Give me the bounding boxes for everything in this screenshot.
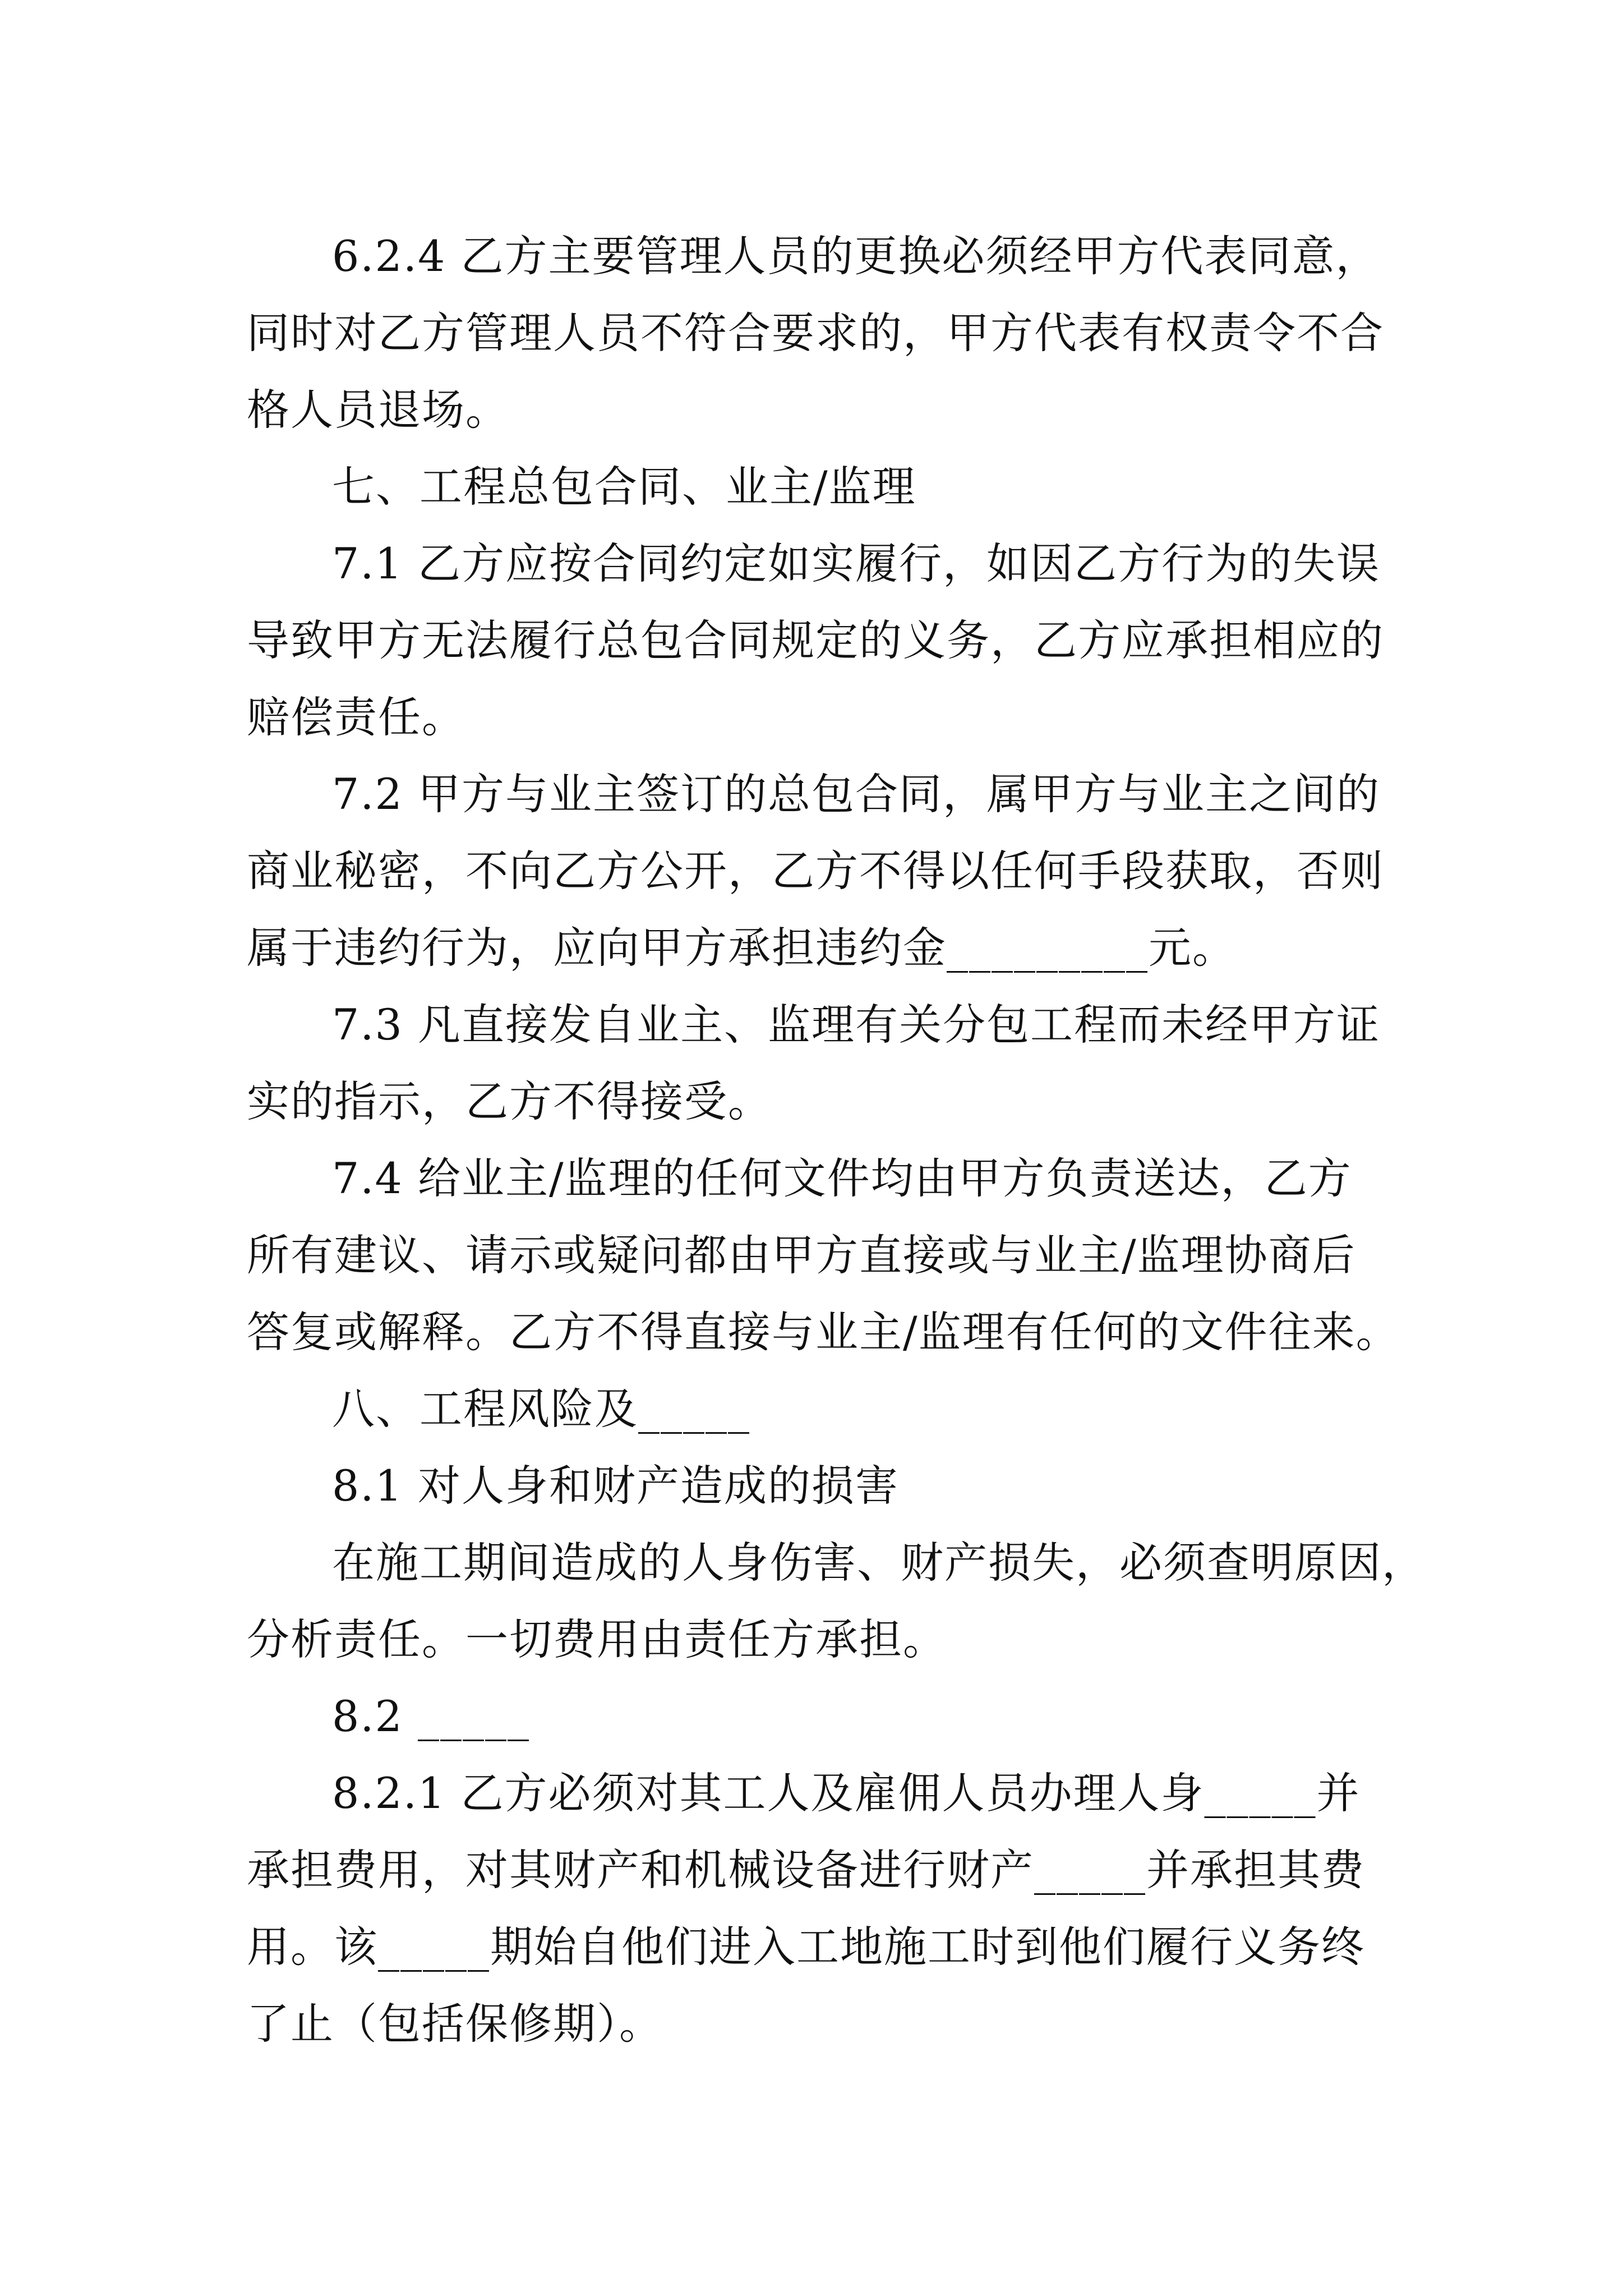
text-line: 导致甲方无法履行总包合同规定的义务，乙方应承担相应的	[247, 615, 1384, 665]
text-line: 8.2.1 乙方必须对其工人及雇佣人员办理人身_____并	[332, 1768, 1361, 1818]
text-line: 7.2 甲方与业主签订的总包合同，属甲方与业主之间的	[332, 769, 1381, 819]
text-line: 同时对乙方管理人员不符合要求的，甲方代表有权责令不合	[247, 308, 1384, 358]
text-line: 赔偿责任。	[247, 692, 465, 742]
document-body	[247, 218, 1426, 2062]
paragraph-7-4	[247, 1140, 1400, 1370]
section-heading-7	[247, 448, 1391, 525]
section-heading-8	[247, 1370, 1391, 1447]
paragraph-8-1-body	[247, 1524, 1426, 1678]
text-line: 格人员退场。	[247, 385, 509, 435]
text-line: 商业秘密，不向乙方公开，乙方不得以任何手段获取，否则	[247, 846, 1384, 896]
text-line: 6.2.4 乙方主要管理人员的更换必须经甲方代表同意，	[332, 231, 1380, 281]
paragraph-6-2-4	[247, 218, 1391, 448]
text-line: 用。该_____期始自他们进入工地施工时到他们履行义务终	[247, 1922, 1365, 1972]
subheading-8-2	[247, 1678, 1391, 1755]
text-line: 7.4 给业主/监理的任何文件均由甲方负责送达，乙方	[332, 1153, 1352, 1203]
text-line: 8.2 _____	[332, 1691, 531, 1741]
text-line: 了止（包括保修期）。	[247, 1999, 663, 2049]
paragraph-7-1	[247, 525, 1391, 756]
text-line: 实的指示，乙方不得接受。	[247, 1076, 772, 1126]
text-line: 8.1 对人身和财产造成的损害	[332, 1461, 900, 1511]
text-line: 分析责任。一切费用由责任方承担。	[247, 1614, 947, 1664]
text-line: 属于违约行为，应向甲方承担违约金_________元。	[247, 923, 1236, 973]
paragraph-7-3	[247, 986, 1391, 1140]
text-line: 所有建议、请示或疑问都由甲方直接或与业主/监理协商后	[247, 1230, 1356, 1280]
text-line: 七、工程总包合同、业主/监理	[332, 462, 916, 512]
text-line: 答复或解释。乙方不得直接与业主/监理有任何的文件往来。	[247, 1307, 1400, 1357]
text-line: 7.3 凡直接发自业主、监理有关分包工程而未经甲方证	[332, 1000, 1381, 1050]
text-line: 八、工程风险及_____	[332, 1384, 750, 1434]
text-line: 在施工期间造成的人身伤害、财产损失，必须查明原因，	[332, 1538, 1426, 1588]
text-line: 承担费用，对其财产和机械设备进行财产_____并承担其费	[247, 1845, 1365, 1895]
paragraph-7-2	[247, 756, 1391, 986]
paragraph-8-2-1	[247, 1755, 1391, 2062]
subheading-8-1	[247, 1447, 1391, 1524]
text-line: 7.1 乙方应按合同约定如实履行，如因乙方行为的失误	[332, 539, 1381, 588]
